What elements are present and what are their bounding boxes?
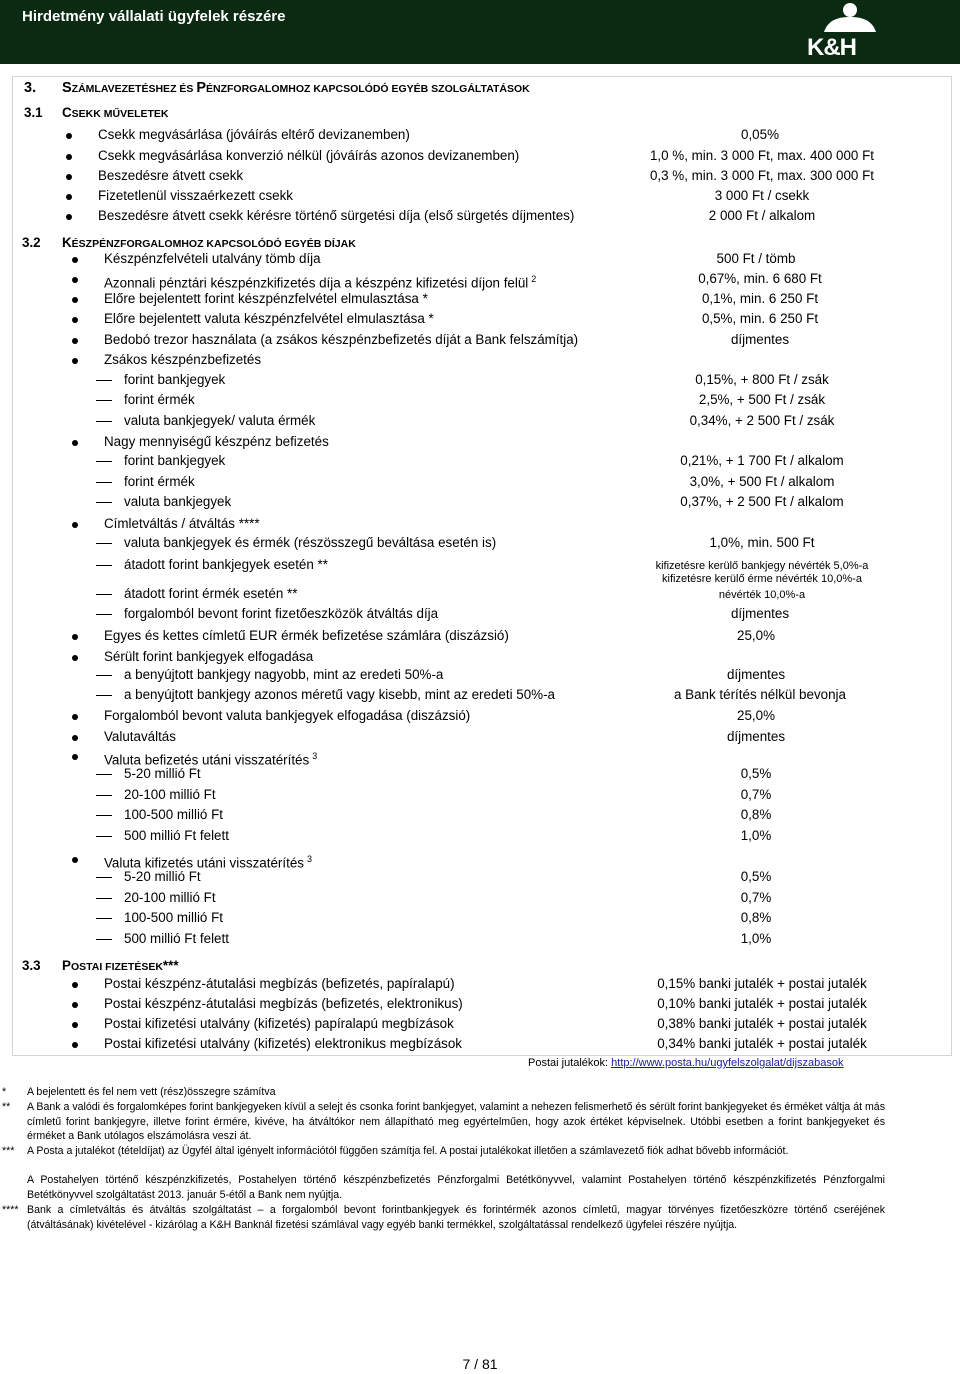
fee-value: 0,15% banki jutalék + postai jutalék <box>657 976 867 991</box>
fee-label-text: forint érmék <box>124 474 195 489</box>
fee-value: 1,0% <box>740 931 772 946</box>
fee-label-text: 20-100 millió Ft <box>124 787 216 802</box>
fee-value: 0,7% <box>740 787 772 802</box>
footnote-ref: 3 <box>312 751 318 761</box>
fee-label <box>124 667 443 683</box>
fee-value: 0,1%, min. 6 250 Ft <box>701 291 819 306</box>
subsection-title: KÉSZPÉNZFORGALOMHOZ KAPCSOLÓDÓ EGYÉB DÍJAK <box>62 235 356 250</box>
fee-label <box>104 1036 462 1052</box>
footnote-mark: **** <box>2 1204 19 1216</box>
fee-label <box>104 729 176 745</box>
bullet-icon <box>72 1042 78 1048</box>
fee-label <box>124 474 195 490</box>
dash-icon <box>96 898 112 899</box>
fee-label <box>124 869 201 885</box>
fee-value: 1,0 %, min. 3 000 Ft, max. 400 000 Ft <box>649 148 875 163</box>
fee-value: 0,05% <box>741 127 779 142</box>
fee-value: 0,15%, + 800 Ft / zsák <box>695 372 829 387</box>
fee-value: díjmentes <box>730 606 790 621</box>
dash-icon <box>96 695 112 696</box>
dash-icon <box>96 543 112 544</box>
fee-label <box>104 976 455 992</box>
postal-fees-note: Postai jutalékok: http://www.posta.hu/ugyfelszolgalat/dijszabasok <box>528 1057 844 1069</box>
bullet-icon <box>72 857 78 863</box>
fee-label <box>104 251 321 267</box>
fee-label-text: átadott forint bankjegyek esetén ** <box>124 557 328 572</box>
fee-label <box>98 208 574 224</box>
fee-label <box>104 708 470 724</box>
bullet-icon <box>66 133 72 139</box>
fee-label-text: Beszedésre átvett csekk kérésre történő sürgetési díja (első sürgetés díjmentes) <box>98 208 575 223</box>
fee-value: névérték 10,0%-a <box>718 589 806 601</box>
fee-value: 0,5%, min. 6 250 Ft <box>701 311 819 326</box>
bullet-icon <box>72 440 78 446</box>
bullet-icon <box>72 982 78 988</box>
fee-value: 0,38% banki jutalék + postai jutalék <box>657 1016 867 1031</box>
fee-value: 25,0% <box>737 708 775 723</box>
fee-label <box>124 413 315 429</box>
fee-value: 0,34% banki jutalék + postai jutalék <box>657 1036 867 1051</box>
fee-label-text: Előre bejelentett forint készpénzfelvétel elmulasztása * <box>104 291 428 306</box>
fee-label <box>124 910 223 926</box>
fee-label-text: a benyújtott bankjegy azonos méretű vagy kisebb, mint az eredeti 50%-a <box>124 687 555 702</box>
bullet-icon <box>72 257 78 263</box>
fee-label-text: Csekk megvásárlása konverzió nélkül (jóváírás azonos devizanemben) <box>98 148 520 163</box>
fee-label-text: Postai készpénz-átutalási megbízás (befizetés, papíralapú) <box>104 976 455 991</box>
dash-icon <box>96 877 112 878</box>
fee-value: 0,5% <box>740 766 772 781</box>
section-title: SZÁMLAVEZETÉSHEZ ÉS PÉNZFORGALOMHOZ KAPCSOLÓDÓ EGYÉB SZOLGÁLTATÁSOK <box>62 80 530 96</box>
fee-value: 0,3 %, min. 3 000 Ft, max. 300 000 Ft <box>649 168 875 183</box>
fee-label <box>124 687 555 703</box>
fee-label-text: Valuta kifizetés utáni visszatérítés <box>104 855 304 871</box>
fee-label <box>104 311 434 327</box>
fee-label <box>104 434 329 450</box>
fee-label <box>124 494 231 510</box>
fee-value-secondary: kifizetésre kerülő érme névérték 10,0%-a <box>662 573 862 585</box>
dash-icon <box>96 795 112 796</box>
fee-label-text: valuta bankjegyek és érmék (részösszegű beváltása esetén is) <box>124 535 497 550</box>
fee-label-text: forint bankjegyek <box>124 453 226 468</box>
fee-label <box>104 516 260 532</box>
fee-label-text: 100-500 millió Ft <box>124 807 223 822</box>
footnote-text: A Posta a jutalékot (tételdíjat) az Ügyfél által igényelt információtól függően számítja fel. A postai jutalékokat illetően a számlavezető fiók adhat bővebb információt. <box>27 1145 789 1157</box>
fee-label-text: 20-100 millió Ft <box>124 890 216 905</box>
fee-label-text: a benyújtott bankjegy nagyobb, mint az eredeti 50%-a <box>124 667 444 682</box>
fee-label <box>98 127 410 143</box>
fee-label <box>104 628 509 644</box>
postal-fees-link[interactable]: http://www.posta.hu/ugyfelszolgalat/dijszabasok <box>611 1057 844 1069</box>
dash-icon <box>96 939 112 940</box>
fee-label-text: Csekk megvásárlása (jóváírás eltérő devizanemben) <box>98 127 410 142</box>
fee-label-text: Postai kifizetési utalvány (kifizetés) papíralapú megbízások <box>104 1016 454 1031</box>
dash-icon <box>96 614 112 615</box>
fee-label <box>124 453 225 469</box>
fee-label-text: 100-500 millió Ft <box>124 910 223 925</box>
fee-label-text: Forgalomból bevont valuta bankjegyek elfogadása (diszázsió) <box>104 708 471 723</box>
fee-value: díjmentes <box>726 667 786 682</box>
fee-label-text: Címletváltás / átváltás **** <box>104 516 260 531</box>
fee-label <box>104 352 261 368</box>
fee-label-text: Postai kifizetési utalvány (kifizetés) elektronikus megbízások <box>104 1036 462 1051</box>
fee-label <box>124 787 216 803</box>
fee-label <box>124 931 229 947</box>
dash-icon <box>96 565 112 566</box>
fee-label-text: Bedobó trezor használata (a zsákos készpénzbefizetés díját a Bank felszámítja) <box>104 332 579 347</box>
footnote-ref: 3 <box>306 854 312 864</box>
fee-value: 0,5% <box>740 869 772 884</box>
footnote-ref: 2 <box>531 274 537 284</box>
fee-label <box>124 828 229 844</box>
bullet-icon <box>72 297 78 303</box>
fee-label-text: 5-20 millió Ft <box>124 869 201 884</box>
dash-icon <box>96 815 112 816</box>
bullet-icon <box>72 655 78 661</box>
fee-label <box>98 188 293 204</box>
dash-icon <box>96 594 112 595</box>
fee-label <box>104 996 463 1012</box>
fee-label <box>124 606 438 622</box>
fee-value: 0,8% <box>740 807 772 822</box>
bullet-icon <box>72 735 78 741</box>
dash-icon <box>96 380 112 381</box>
dash-icon <box>96 918 112 919</box>
dash-icon <box>96 461 112 462</box>
fee-value: 2 000 Ft / alkalom <box>708 208 816 223</box>
footnote-text: A Bank a valódi és forgalomképes forint bankjegyeken kívül a selejt és csonka forint bankjegyet, valamint a nehezen felismerhető és sérült forint bankjegyeket és érméket váltja át más címletű forint bankjegyre, illetve forint érmére, kivéve, ha átváltókor nem állapítható meg egyértelműen, hogy azok értéket képviselnek. Utóbbi esetben a forint bankjegyeket és érméket a Bank utólagos elszámolásra veszi át. <box>27 1101 885 1143</box>
fee-label-text: Valuta befizetés utáni visszatérítés <box>104 752 310 768</box>
bullet-icon <box>72 634 78 640</box>
fee-label <box>98 168 243 184</box>
subsection-number: 3.1 <box>24 105 43 120</box>
fee-label <box>104 332 578 348</box>
fee-label-text: 500 millió Ft felett <box>124 828 229 843</box>
fee-label-text: valuta bankjegyek/ valuta érmék <box>124 413 316 428</box>
fee-label-text: Valutaváltás <box>104 729 176 744</box>
fee-value: díjmentes <box>726 729 786 744</box>
document-title: Hirdetmény vállalati ügyfelek részére <box>22 8 286 25</box>
fee-value: kifizetésre kerülő bankjegy névérték 5,0%-a <box>655 560 869 572</box>
fee-value: 0,37%, + 2 500 Ft / alkalom <box>680 494 844 509</box>
dash-icon <box>96 421 112 422</box>
fee-label <box>124 535 496 551</box>
fee-value: 0,8% <box>740 910 772 925</box>
bullet-icon <box>72 1022 78 1028</box>
fee-value: díjmentes <box>730 332 790 347</box>
bullet-icon <box>66 174 72 180</box>
fee-label-text: Sérült forint bankjegyek elfogadása <box>104 649 314 664</box>
subsection-number: 3.2 <box>22 235 41 250</box>
fee-label <box>104 271 536 291</box>
fee-label-text: Beszedésre átvett csekk <box>98 168 244 183</box>
bullet-icon <box>72 317 78 323</box>
fee-value: 25,0% <box>737 628 775 643</box>
fee-label-text: átadott forint érmék esetén ** <box>124 586 298 601</box>
dash-icon <box>96 774 112 775</box>
fee-label-text: Fizetetlenül visszaérkezett csekk <box>98 188 293 203</box>
bullet-icon <box>72 714 78 720</box>
fee-label-text: Egyes és kettes címletű EUR érmék befizetése számlára (diszázsió) <box>104 628 509 643</box>
header-bar <box>0 0 960 64</box>
fee-label <box>124 890 216 906</box>
footnote-text: A Postahelyen történő készpénzkifizetés, Postahelyen történő készpénzbefizetés Pénzforgalmi Betétkönyvvel, valamint Postahelyen történő készpénzkifizetés Pénzforgalmi Betétkönyvvel szolgáltatást 2013. január 5-étől a Bank nem nyújtja. <box>27 1174 885 1201</box>
fee-value: 0,21%, + 1 700 Ft / alkalom <box>680 453 844 468</box>
bullet-icon <box>72 338 78 344</box>
section-number: 3. <box>24 80 37 96</box>
fee-value: 1,0% <box>740 828 772 843</box>
bullet-icon <box>66 154 72 160</box>
footnote-mark: *** <box>2 1145 15 1157</box>
bullet-icon <box>72 277 78 283</box>
dash-icon <box>96 502 112 503</box>
footnote-mark: * <box>2 1086 7 1098</box>
fee-label-text: valuta bankjegyek <box>124 494 232 509</box>
dash-icon <box>96 400 112 401</box>
dash-icon <box>96 675 112 676</box>
dash-icon <box>96 482 112 483</box>
fee-label-text: forint bankjegyek <box>124 372 226 387</box>
fee-label <box>104 291 428 307</box>
fee-value: 2,5%, + 500 Ft / zsák <box>698 392 826 407</box>
fee-label-text: Zsákos készpénzbefizetés <box>104 352 262 367</box>
logo-wordmark: K&H <box>807 34 856 61</box>
page-number: 7 / 81 <box>462 1356 498 1372</box>
fee-label <box>104 649 313 665</box>
fee-label-text: forgalomból bevont forint fizetőeszközök átváltás díja <box>124 606 439 621</box>
footnote-mark: ** <box>2 1101 11 1113</box>
fee-label-text: Előre bejelentett valuta készpénzfelvétel elmulasztása * <box>104 311 434 326</box>
bullet-icon <box>66 194 72 200</box>
fee-label-text: 500 millió Ft felett <box>124 931 229 946</box>
fee-label <box>98 148 519 164</box>
fee-label-text: forint érmék <box>124 392 195 407</box>
fee-label <box>124 766 201 782</box>
fee-label-text: Postai készpénz-átutalási megbízás (befizetés, elektronikus) <box>104 996 463 1011</box>
fee-label <box>104 1016 454 1032</box>
fee-value: 1,0%, min. 500 Ft <box>709 535 815 550</box>
bullet-icon <box>72 358 78 364</box>
fee-value: 0,7% <box>740 890 772 905</box>
fee-value: 0,10% banki jutalék + postai jutalék <box>657 996 867 1011</box>
fee-label-text: Azonnali pénztári készpénzkifizetés díja a készpénz kifizetési díjon felül <box>104 275 529 291</box>
bullet-icon <box>72 1002 78 1008</box>
bullet-icon <box>66 214 72 220</box>
fee-value: 0,67%, min. 6 680 Ft <box>698 271 822 286</box>
kh-logo-icon <box>820 2 880 36</box>
fee-label <box>124 557 328 573</box>
fee-label <box>124 372 225 388</box>
fee-value: 3,0%, + 500 Ft / alkalom <box>689 474 835 489</box>
fee-label <box>124 392 195 408</box>
fee-label-text: Készpénzfelvételi utalvány tömb díja <box>104 251 321 266</box>
bullet-icon <box>72 522 78 528</box>
footnote-text: A bejelentett és fel nem vett (rész)összegre számítva <box>27 1086 276 1098</box>
fee-label-text: Nagy mennyiségű készpénz befizetés <box>104 434 329 449</box>
fee-value: 3 000 Ft / csekk <box>714 188 810 203</box>
fee-label-text: 5-20 millió Ft <box>124 766 201 781</box>
subsection-title: POSTAI FIZETÉSEK*** <box>62 958 179 973</box>
subsection-number: 3.3 <box>22 958 41 973</box>
footnote-text: Bank a címletváltás és átváltás szolgáltatást – a forgalomból bevont forintbankjegyek és forintérmék azonos címletű, magyar törvényes fizetőeszközre történő cseréjének (átváltásának) kivételével - kizárólag a K&H Banknál fizetési számlával vagy egyéb banki termékkel, szolgáltatással rendelkező ügyfelei részére nyújtja. <box>27 1204 885 1231</box>
bullet-icon <box>72 754 78 760</box>
fee-value: 0,34%, + 2 500 Ft / zsák <box>689 413 835 428</box>
fee-value: a Bank térítés nélkül bevonja <box>674 687 846 702</box>
fee-label <box>124 586 297 602</box>
dash-icon <box>96 836 112 837</box>
subsection-title: CSEKK MŰVELETEK <box>62 105 169 120</box>
fee-label <box>124 807 223 823</box>
fee-value: 500 Ft / tömb <box>716 251 796 266</box>
